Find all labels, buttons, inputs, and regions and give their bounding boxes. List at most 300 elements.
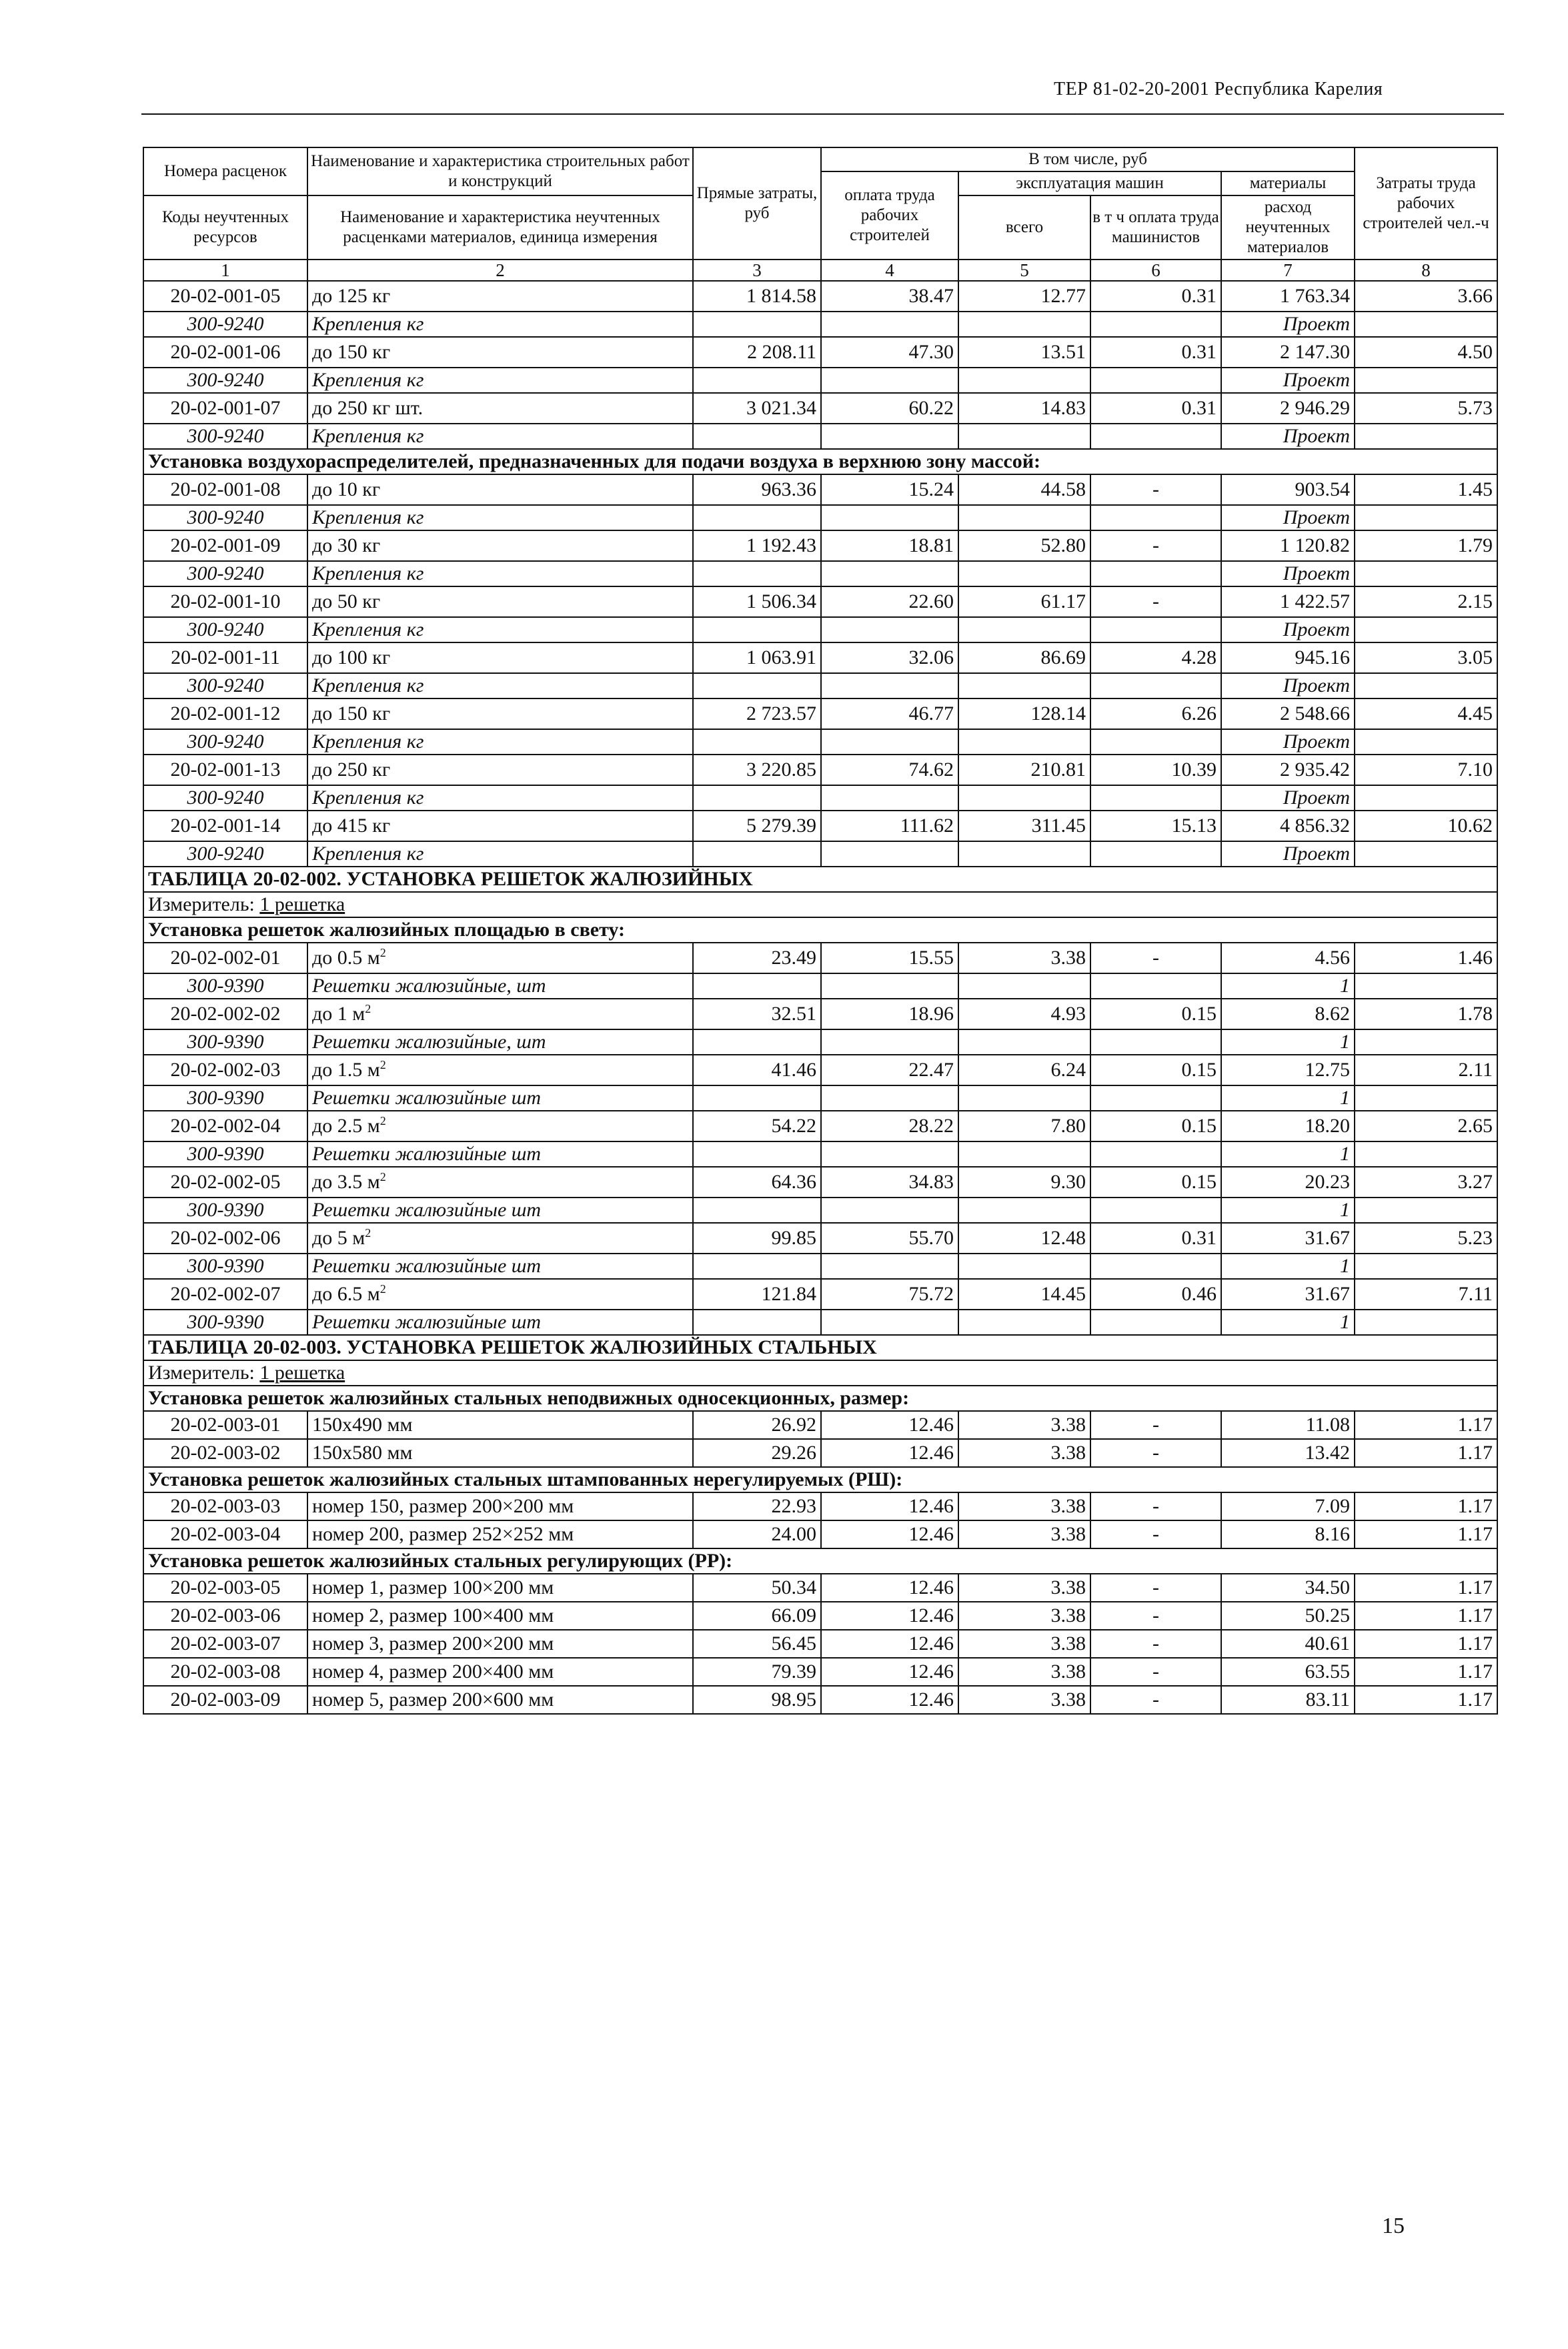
work-description	[307, 337, 693, 368]
material-cost: 903.54	[1221, 474, 1355, 505]
resource-code: 300-9240	[143, 617, 307, 642]
machine-labor-cost: -	[1090, 1658, 1221, 1686]
col-num: 4	[821, 260, 958, 281]
col-num: 6	[1090, 260, 1221, 281]
empty-cell	[693, 729, 821, 755]
table-title	[143, 1335, 1497, 1360]
empty-cell	[1355, 841, 1497, 867]
labor-hours: 2.11	[1355, 1055, 1497, 1085]
material-cost: 4 856.32	[1221, 811, 1355, 841]
empty-cell	[1355, 673, 1497, 698]
table-row-resource	[143, 1310, 1497, 1335]
work-description	[307, 1223, 693, 1254]
empty-cell	[821, 312, 958, 337]
labor-hours: 3.27	[1355, 1167, 1497, 1198]
machine-cost: 14.45	[958, 1279, 1090, 1310]
table-row	[143, 999, 1497, 1029]
table-title-text: ТАБЛИЦА 20-02-003. УСТАНОВКА РЕШЕТОК ЖАЛЮЗИЙНЫХ СТАЛЬНЫХ	[143, 1335, 1497, 1360]
empty-cell	[1355, 1141, 1497, 1167]
empty-cell	[1090, 424, 1221, 449]
table-unit-text	[143, 892, 1497, 917]
rate-code: 20-02-001-11	[143, 642, 307, 673]
resource-description: Крепления кг	[307, 617, 693, 642]
labor-hours: 1.17	[1355, 1439, 1497, 1467]
col-head-code: Номера расценок	[143, 147, 307, 195]
labor-cost: 12.46	[821, 1602, 958, 1630]
empty-cell	[693, 617, 821, 642]
section-heading	[143, 917, 1497, 943]
empty-cell	[1090, 561, 1221, 586]
table-row	[143, 1602, 1497, 1630]
work-description	[307, 698, 693, 729]
material-cost: 945.16	[1221, 642, 1355, 673]
empty-cell	[693, 1141, 821, 1167]
work-description: 150х490 мм	[307, 1411, 693, 1439]
labor-cost: 34.83	[821, 1167, 958, 1198]
machine-labor-cost: 0.15	[1090, 1111, 1221, 1141]
section-heading	[143, 449, 1497, 474]
machine-cost: 3.38	[958, 1658, 1090, 1686]
machine-labor-cost: -	[1090, 586, 1221, 617]
labor-hours: 2.15	[1355, 586, 1497, 617]
resource-code: 300-9390	[143, 1141, 307, 1167]
machine-cost: 3.38	[958, 1630, 1090, 1658]
unit-value: 1 решетка	[259, 1362, 345, 1384]
machine-cost: 6.24	[958, 1055, 1090, 1085]
machine-labor-cost: 15.13	[1090, 811, 1221, 841]
rate-code: 20-02-002-02	[143, 999, 307, 1029]
labor-hours: 4.45	[1355, 698, 1497, 729]
table-row	[143, 1574, 1497, 1602]
resource-description: Крепления кг	[307, 424, 693, 449]
resource-code: 300-9240	[143, 561, 307, 586]
resource-usage: Проект	[1221, 505, 1355, 530]
table-row	[143, 1439, 1497, 1467]
labor-hours: 1.78	[1355, 999, 1497, 1029]
work-description	[307, 1279, 693, 1310]
material-cost: 50.25	[1221, 1602, 1355, 1630]
empty-cell	[821, 1310, 958, 1335]
empty-cell	[693, 1029, 821, 1055]
empty-cell	[1355, 617, 1497, 642]
labor-cost: 28.22	[821, 1111, 958, 1141]
empty-cell	[1090, 729, 1221, 755]
col-head-mach-labor: в т ч оплата труда машинистов	[1090, 195, 1221, 260]
work-description	[307, 1111, 693, 1141]
table-row	[143, 698, 1497, 729]
machine-labor-cost: 0.15	[1090, 1167, 1221, 1198]
empty-cell	[821, 368, 958, 393]
resource-usage: Проект	[1221, 841, 1355, 867]
table-row	[143, 1686, 1497, 1714]
rate-code: 20-02-003-01	[143, 1411, 307, 1439]
rate-code: 20-02-003-03	[143, 1492, 307, 1520]
machine-cost: 210.81	[958, 755, 1090, 785]
labor-cost: 32.06	[821, 642, 958, 673]
empty-cell	[958, 617, 1090, 642]
direct-cost: 963.36	[693, 474, 821, 505]
labor-cost: 46.77	[821, 698, 958, 729]
work-description: номер 200, размер 252×252 мм	[307, 1520, 693, 1548]
empty-cell	[693, 841, 821, 867]
table-row-resource	[143, 1085, 1497, 1111]
machine-labor-cost: -	[1090, 1602, 1221, 1630]
resource-description: Решетки жалюзийные шт	[307, 1141, 693, 1167]
resource-code: 300-9240	[143, 424, 307, 449]
empty-cell	[821, 1198, 958, 1223]
resource-description: Решетки жалюзийные, шт	[307, 1029, 693, 1055]
labor-cost: 18.96	[821, 999, 958, 1029]
labor-cost: 15.55	[821, 943, 958, 973]
labor-cost: 60.22	[821, 393, 958, 424]
rate-code: 20-02-001-06	[143, 337, 307, 368]
col-head-res-name: Наименование и характеристика неучтенных расценками материалов, единица измерения	[307, 195, 693, 260]
resource-description: Решетки жалюзийные шт	[307, 1310, 693, 1335]
work-description	[307, 1055, 693, 1085]
machine-labor-cost: -	[1090, 1411, 1221, 1439]
direct-cost: 26.92	[693, 1411, 821, 1439]
labor-hours: 1.45	[1355, 474, 1497, 505]
work-description: 150х580 мм	[307, 1439, 693, 1467]
machine-cost: 61.17	[958, 586, 1090, 617]
work-description-text: до 1 м	[312, 1003, 365, 1025]
table-row	[143, 586, 1497, 617]
rate-code: 20-02-001-10	[143, 586, 307, 617]
direct-cost: 29.26	[693, 1439, 821, 1467]
machine-cost: 3.38	[958, 1439, 1090, 1467]
resource-code: 300-9240	[143, 729, 307, 755]
rate-code: 20-02-002-04	[143, 1111, 307, 1141]
labor-hours: 1.46	[1355, 943, 1497, 973]
table-row	[143, 1167, 1497, 1198]
labor-cost: 22.47	[821, 1055, 958, 1085]
resource-description: Решетки жалюзийные, шт	[307, 973, 693, 999]
section-heading	[143, 1467, 1497, 1492]
material-cost: 18.20	[1221, 1111, 1355, 1141]
labor-cost: 18.81	[821, 530, 958, 561]
empty-cell	[693, 561, 821, 586]
machine-cost: 3.38	[958, 1602, 1090, 1630]
material-cost: 2 147.30	[1221, 337, 1355, 368]
direct-cost: 3 021.34	[693, 393, 821, 424]
rate-code: 20-02-002-01	[143, 943, 307, 973]
rate-code: 20-02-002-05	[143, 1167, 307, 1198]
resource-usage: 1	[1221, 1029, 1355, 1055]
machine-cost: 44.58	[958, 474, 1090, 505]
resource-description: Крепления кг	[307, 729, 693, 755]
table-row	[143, 1630, 1497, 1658]
table-row-resource	[143, 841, 1497, 867]
labor-cost: 74.62	[821, 755, 958, 785]
unit-exponent: 2	[379, 946, 386, 959]
direct-cost: 99.85	[693, 1223, 821, 1254]
work-description-text: до 125 кг	[312, 285, 391, 307]
labor-hours: 1.17	[1355, 1492, 1497, 1520]
material-cost: 8.16	[1221, 1520, 1355, 1548]
table-row-resource	[143, 424, 1497, 449]
work-description	[307, 755, 693, 785]
machine-labor-cost: 6.26	[1090, 698, 1221, 729]
empty-cell	[693, 505, 821, 530]
empty-cell	[693, 1085, 821, 1111]
table-row	[143, 943, 1497, 973]
empty-cell	[1355, 505, 1497, 530]
work-description	[307, 999, 693, 1029]
resource-code: 300-9240	[143, 673, 307, 698]
table-row	[143, 1111, 1497, 1141]
direct-cost: 5 279.39	[693, 811, 821, 841]
material-cost: 31.67	[1221, 1223, 1355, 1254]
document-header: ТЕР 81-02-20-2001 Республика Карелия	[1054, 79, 1383, 99]
rate-code: 20-02-002-06	[143, 1223, 307, 1254]
material-cost: 12.75	[1221, 1055, 1355, 1085]
work-description-text: до 5 м	[312, 1227, 365, 1249]
empty-cell	[693, 1310, 821, 1335]
table-row-resource	[143, 561, 1497, 586]
material-cost: 2 935.42	[1221, 755, 1355, 785]
col-head-direct: Прямые затраты, руб	[693, 147, 821, 260]
table-row	[143, 1279, 1497, 1310]
table-unit	[143, 892, 1497, 917]
empty-cell	[693, 368, 821, 393]
empty-cell	[958, 1198, 1090, 1223]
machine-labor-cost: 0.31	[1090, 337, 1221, 368]
labor-hours: 10.62	[1355, 811, 1497, 841]
empty-cell	[821, 1254, 958, 1279]
machine-labor-cost: -	[1090, 530, 1221, 561]
work-description	[307, 811, 693, 841]
table-row	[143, 1492, 1497, 1520]
col-head-mach-total: всего	[958, 195, 1090, 260]
machine-labor-cost: -	[1090, 1492, 1221, 1520]
machine-labor-cost: 0.31	[1090, 393, 1221, 424]
resource-code: 300-9390	[143, 1029, 307, 1055]
resource-code: 300-9390	[143, 1254, 307, 1279]
material-cost: 1 763.34	[1221, 281, 1355, 312]
rate-code: 20-02-001-12	[143, 698, 307, 729]
table-row	[143, 393, 1497, 424]
material-cost: 1 120.82	[1221, 530, 1355, 561]
section-heading	[143, 1386, 1497, 1411]
material-cost: 4.56	[1221, 943, 1355, 973]
table-row	[143, 1658, 1497, 1686]
work-description	[307, 642, 693, 673]
empty-cell	[1090, 673, 1221, 698]
empty-cell	[1090, 1310, 1221, 1335]
machine-cost: 9.30	[958, 1167, 1090, 1198]
work-description-text: до 0.5 м	[312, 947, 380, 969]
empty-cell	[1090, 973, 1221, 999]
machine-cost: 12.48	[958, 1223, 1090, 1254]
unit-value: 1 решетка	[259, 893, 345, 915]
work-description-text: до 30 кг	[312, 534, 381, 556]
empty-cell	[958, 561, 1090, 586]
empty-cell	[958, 1310, 1090, 1335]
col-head-materials: материалы	[1221, 171, 1355, 195]
rate-code: 20-02-002-07	[143, 1279, 307, 1310]
empty-cell	[1355, 312, 1497, 337]
empty-cell	[1090, 312, 1221, 337]
table-row	[143, 1055, 1497, 1085]
resource-code: 300-9390	[143, 1085, 307, 1111]
labor-cost: 12.46	[821, 1492, 958, 1520]
empty-cell	[958, 1141, 1090, 1167]
labor-cost: 15.24	[821, 474, 958, 505]
labor-cost: 111.62	[821, 811, 958, 841]
empty-cell	[958, 424, 1090, 449]
resource-code: 300-9240	[143, 505, 307, 530]
unit-exponent: 2	[379, 1058, 386, 1071]
machine-cost: 3.38	[958, 1492, 1090, 1520]
work-description-text: до 2.5 м	[312, 1115, 380, 1137]
direct-cost: 41.46	[693, 1055, 821, 1085]
machine-cost: 12.77	[958, 281, 1090, 312]
machine-labor-cost: -	[1090, 943, 1221, 973]
empty-cell	[1355, 1198, 1497, 1223]
machine-labor-cost: 0.31	[1090, 281, 1221, 312]
labor-hours: 4.50	[1355, 337, 1497, 368]
work-description: номер 3, размер 200×200 мм	[307, 1630, 693, 1658]
material-cost: 2 548.66	[1221, 698, 1355, 729]
machine-cost: 311.45	[958, 811, 1090, 841]
table-row	[143, 530, 1497, 561]
work-description-text: до 50 кг	[312, 590, 381, 612]
material-cost: 31.67	[1221, 1279, 1355, 1310]
resource-usage: 1	[1221, 1310, 1355, 1335]
resource-code: 300-9390	[143, 1310, 307, 1335]
resource-description: Крепления кг	[307, 785, 693, 811]
resource-usage: 1	[1221, 1085, 1355, 1111]
section-heading	[143, 1548, 1497, 1574]
empty-cell	[1355, 368, 1497, 393]
empty-cell	[693, 312, 821, 337]
table-row-resource	[143, 729, 1497, 755]
unit-exponent: 2	[365, 1226, 371, 1240]
col-num: 8	[1355, 260, 1497, 281]
direct-cost: 1 506.34	[693, 586, 821, 617]
work-description-text: до 10 кг	[312, 478, 381, 500]
direct-cost: 50.34	[693, 1574, 821, 1602]
table-row-resource	[143, 1029, 1497, 1055]
labor-cost: 38.47	[821, 281, 958, 312]
empty-cell	[1090, 505, 1221, 530]
direct-cost: 3 220.85	[693, 755, 821, 785]
col-num: 5	[958, 260, 1090, 281]
labor-hours: 1.17	[1355, 1630, 1497, 1658]
section-heading-text: Установка решеток жалюзийных стальных регулирующих (РР):	[143, 1548, 1497, 1574]
empty-cell	[958, 312, 1090, 337]
empty-cell	[1090, 785, 1221, 811]
resource-code: 300-9240	[143, 841, 307, 867]
empty-cell	[1090, 1029, 1221, 1055]
work-description: номер 1, размер 100×200 мм	[307, 1574, 693, 1602]
empty-cell	[693, 1198, 821, 1223]
labor-cost: 12.46	[821, 1411, 958, 1439]
section-heading-text: Установка решеток жалюзийных стальных неподвижных односекционных, размер:	[143, 1386, 1497, 1411]
empty-cell	[958, 1029, 1090, 1055]
machine-cost: 3.38	[958, 1520, 1090, 1548]
rate-code: 20-02-001-05	[143, 281, 307, 312]
resource-usage: Проект	[1221, 673, 1355, 698]
empty-cell	[693, 973, 821, 999]
resource-code: 300-9240	[143, 312, 307, 337]
work-description-text: до 415 кг	[312, 815, 391, 837]
table-body	[143, 281, 1497, 1714]
work-description-text: до 100 кг	[312, 646, 391, 668]
empty-cell	[1355, 424, 1497, 449]
machine-labor-cost: 0.31	[1090, 1223, 1221, 1254]
labor-hours: 1.17	[1355, 1411, 1497, 1439]
empty-cell	[1090, 1141, 1221, 1167]
rates-table	[143, 147, 1498, 1715]
table-row	[143, 1520, 1497, 1548]
machine-cost: 52.80	[958, 530, 1090, 561]
material-cost: 34.50	[1221, 1574, 1355, 1602]
resource-usage: 1	[1221, 1141, 1355, 1167]
col-num: 1	[143, 260, 307, 281]
labor-hours: 1.17	[1355, 1574, 1497, 1602]
labor-cost: 47.30	[821, 337, 958, 368]
machine-cost: 3.38	[958, 1574, 1090, 1602]
empty-cell	[821, 561, 958, 586]
table-row-resource	[143, 1254, 1497, 1279]
table-row	[143, 1223, 1497, 1254]
machine-labor-cost: -	[1090, 1686, 1221, 1714]
labor-hours: 1.17	[1355, 1520, 1497, 1548]
machine-cost: 86.69	[958, 642, 1090, 673]
resource-usage: 1	[1221, 973, 1355, 999]
empty-cell	[1355, 1310, 1497, 1335]
labor-hours: 5.23	[1355, 1223, 1497, 1254]
machine-cost: 4.93	[958, 999, 1090, 1029]
machine-labor-cost: 4.28	[1090, 642, 1221, 673]
labor-hours: 3.66	[1355, 281, 1497, 312]
empty-cell	[1355, 973, 1497, 999]
table-row-resource	[143, 312, 1497, 337]
machine-cost: 3.38	[958, 1686, 1090, 1714]
rate-code: 20-02-003-04	[143, 1520, 307, 1548]
empty-cell	[821, 1085, 958, 1111]
unit-exponent: 2	[379, 1170, 386, 1184]
resource-description: Решетки жалюзийные шт	[307, 1254, 693, 1279]
empty-cell	[821, 1141, 958, 1167]
empty-cell	[821, 973, 958, 999]
labor-hours: 3.05	[1355, 642, 1497, 673]
labor-cost: 22.60	[821, 586, 958, 617]
rate-code: 20-02-001-08	[143, 474, 307, 505]
resource-usage: 1	[1221, 1198, 1355, 1223]
col-head-res-code: Коды неучтенных ресурсов	[143, 195, 307, 260]
empty-cell	[821, 424, 958, 449]
direct-cost: 66.09	[693, 1602, 821, 1630]
machine-labor-cost: -	[1090, 1439, 1221, 1467]
table-row	[143, 755, 1497, 785]
direct-cost: 1 814.58	[693, 281, 821, 312]
empty-cell	[1355, 729, 1497, 755]
resource-description: Крепления кг	[307, 505, 693, 530]
direct-cost: 98.95	[693, 1686, 821, 1714]
empty-cell	[1090, 368, 1221, 393]
empty-cell	[821, 841, 958, 867]
unit-exponent: 2	[365, 1002, 371, 1015]
empty-cell	[693, 1254, 821, 1279]
rate-code: 20-02-003-05	[143, 1574, 307, 1602]
section-heading-text: Установка решеток жалюзийных площадью в свету:	[143, 917, 1497, 943]
work-description: номер 4, размер 200×400 мм	[307, 1658, 693, 1686]
col-head-labor: оплата труда рабочих строителей	[821, 171, 958, 260]
empty-cell	[958, 785, 1090, 811]
empty-cell	[1090, 1198, 1221, 1223]
